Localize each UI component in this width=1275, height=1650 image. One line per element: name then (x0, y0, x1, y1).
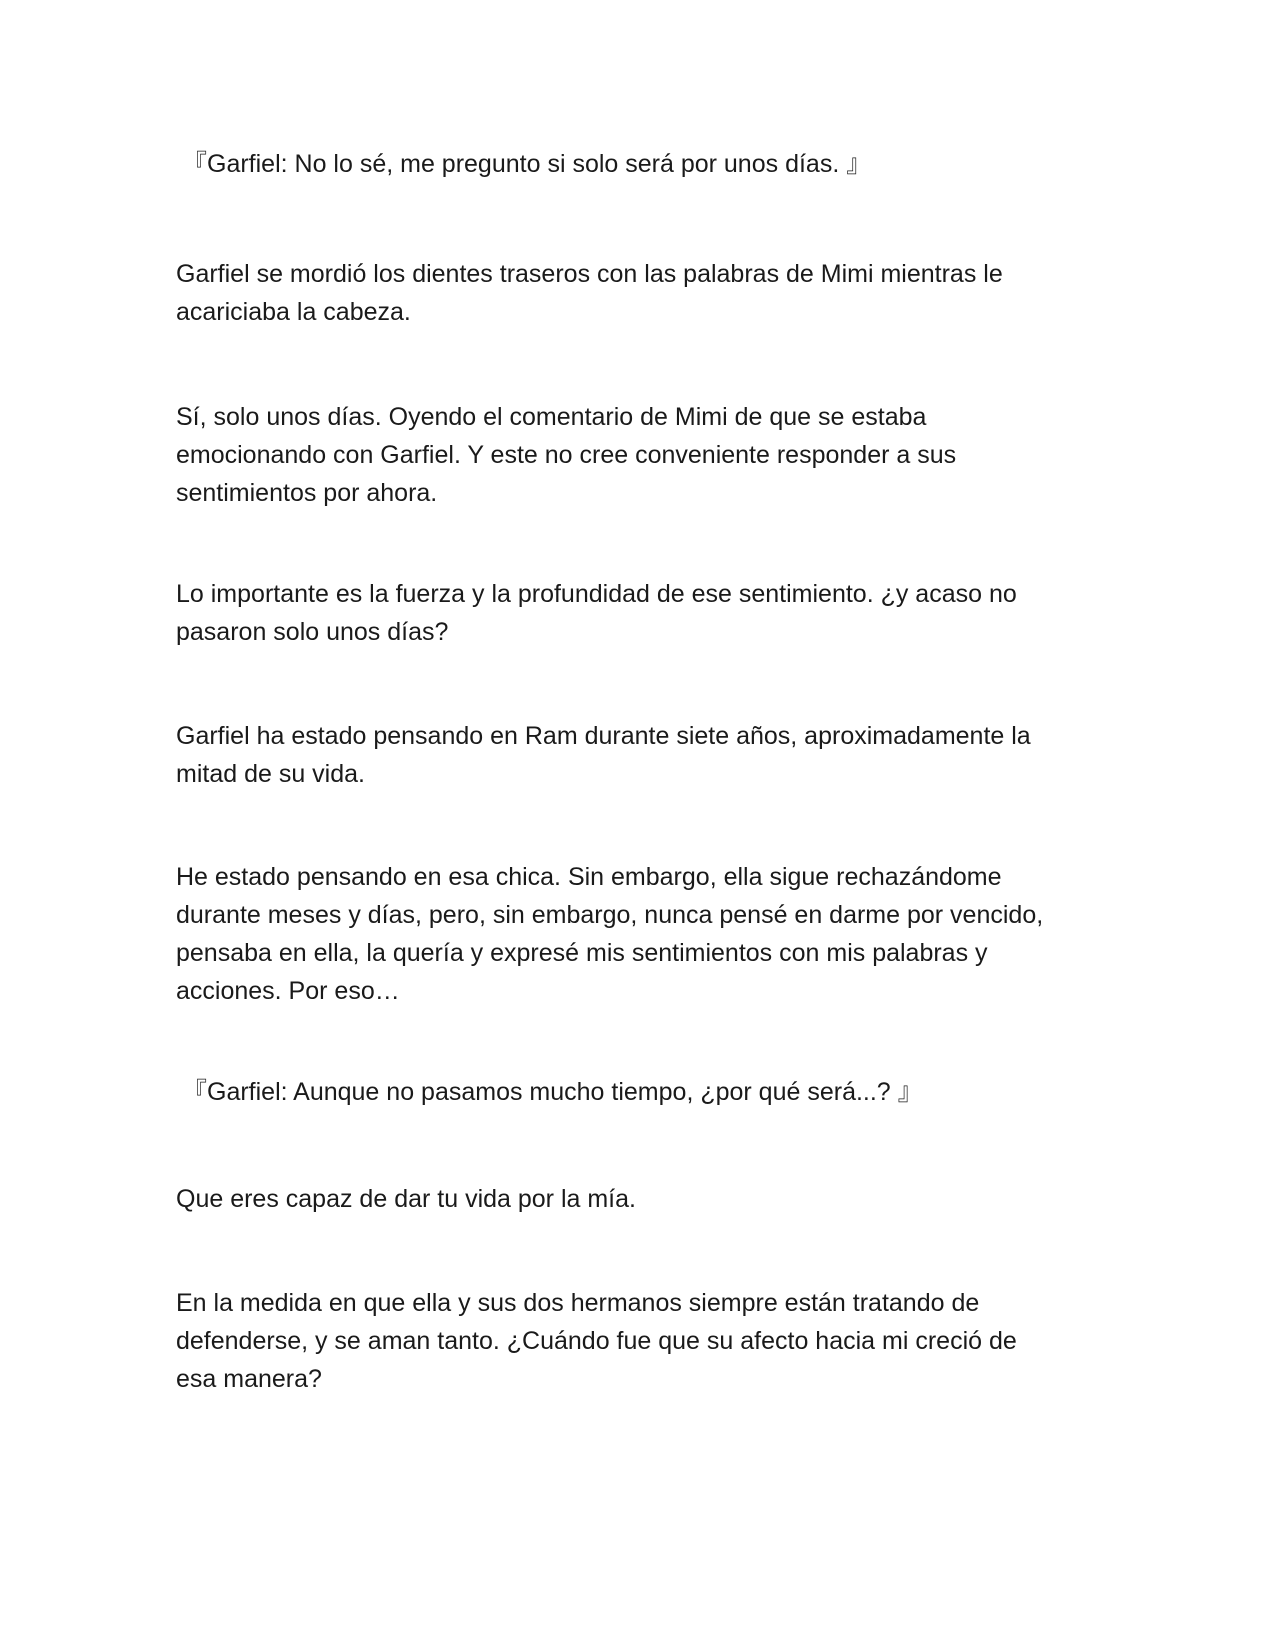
paragraph-2: Sí, solo unos días. Oyendo el comentario de Mimi de que se estaba emocionando con Garfiel. Y este no cree conveniente responder a sus sentimientos por ahora. (176, 403, 957, 507)
dialogue-line-1: 『Garfiel: No lo sé, me pregunto si solo será por unos días. 』 (182, 150, 872, 178)
paragraph-4: Garfiel ha estado pensando en Ram durante siete años, aproximadamente la mitad de su vida. (176, 722, 1031, 788)
dialogue-line-2: 『Garfiel: Aunque no pasamos mucho tiempo, ¿por qué será...? 』 (182, 1078, 923, 1106)
paragraph-3: Lo importante es la fuerza y la profundidad de ese sentimiento. ¿y acaso no pasaron solo unos días? (176, 580, 1017, 646)
paragraph-1: Garfiel se mordió los dientes traseros con las palabras de Mimi mientras le acariciaba la cabeza. (176, 260, 1003, 326)
paragraph-6: Que eres capaz de dar tu vida por la mía. (176, 1185, 636, 1213)
paragraph-5: He estado pensando en esa chica. Sin embargo, ella sigue rechazándome durante meses y días, pero, sin embargo, nunca pensé en darme por vencido, pensaba en ella, la quería y expresé mis sentimientos con mis palabras y acciones. Por eso… (176, 863, 1044, 1005)
paragraph-7: En la medida en que ella y sus dos hermanos siempre están tratando de defenderse, y se aman tanto. ¿Cuándo fue que su afecto hacia mi creció de esa manera? (176, 1289, 1017, 1393)
